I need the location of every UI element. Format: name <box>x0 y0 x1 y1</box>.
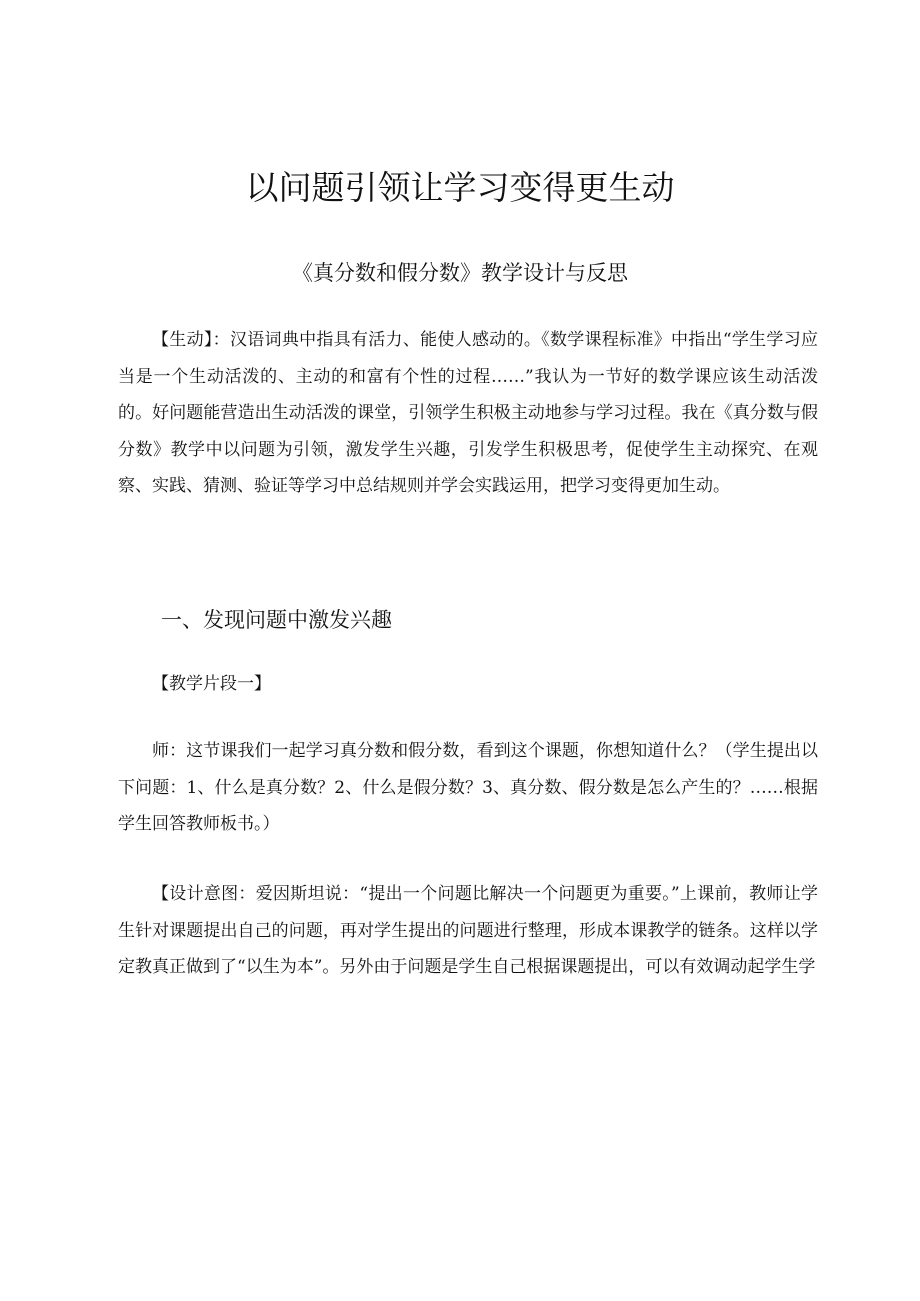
teacher-dialog-paragraph: 师：这节课我们一起学习真分数和假分数，看到这个课题，你想知道什么？（学生提出以下问题：1、什么是真分数？2、什么是假分数？3、真分数、假分数是怎么产生的？……根据学生回答教师板书。） <box>118 741 818 834</box>
intro-paragraph: 【生动】：汉语词典中指具有活力、能使人感动的。《数学课程标准》中指出“学生学习应当是一个生动活泼的、主动的和富有个性的过程……”我认为一节好的数学课应该生动活泼的。好问题能营造出生动活泼的课堂，引领学生积极主动地参与学习过程。我在《真分数与假分数》教学中以问题为引领，激发学生兴趣，引发学生积极思考，促使学生主动探究、在观察、实践、猜测、验证等学习中总结规则并学会实践运用，把学习变得更加生动。 <box>118 330 818 496</box>
document-title: 以问题引领让学习变得更生动 <box>245 168 675 207</box>
document-subtitle: 《真分数和假分数》教学设计与反思 <box>292 261 628 285</box>
design-intent-paragraph: 【设计意图：爱因斯坦说：“提出一个问题比解决一个问题更为重要。”上课前，教师让学生针对课题提出自己的问题，再对学生提出的问题进行整理，形成本课教学的链条。这样以学定教真正做到了“以生为本”。另外由于问题是学生自己根据课题提出，可以有效调动起学生学 <box>118 884 818 977</box>
section-heading: 一、发现问题中激发兴趣 <box>161 608 392 632</box>
teaching-fragment-label: 【教学片段一】 <box>152 674 271 694</box>
